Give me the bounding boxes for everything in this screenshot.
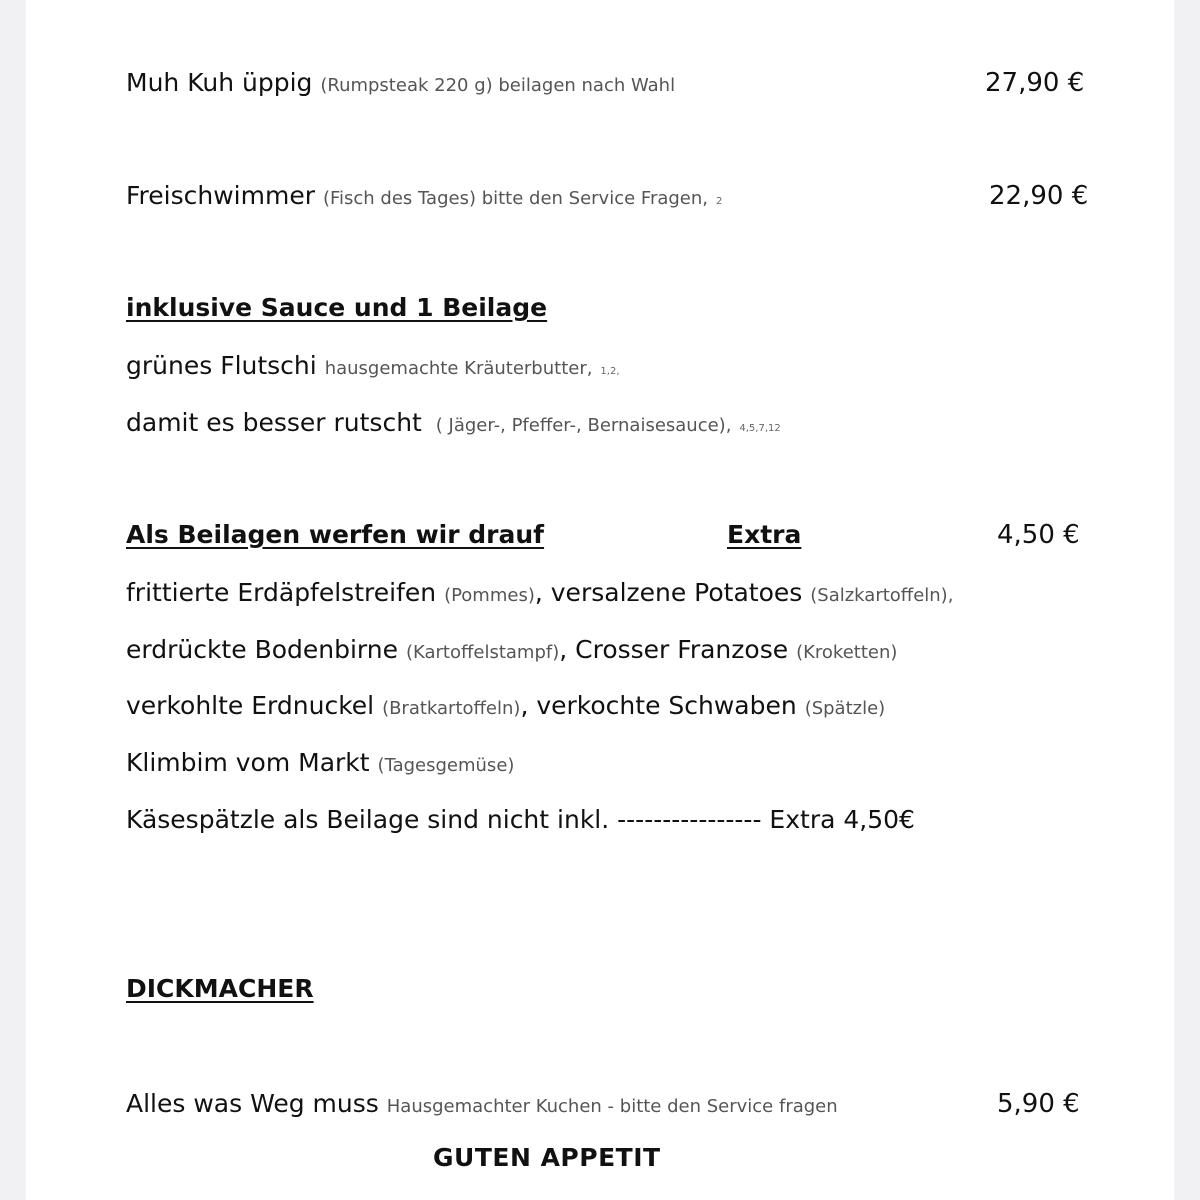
dish-description: Hausgemachter Kuchen - bitte den Service fragen <box>386 1096 838 1117</box>
menu-item-muh-kuh <box>126 68 675 101</box>
menu-item-kuchen <box>126 1089 838 1122</box>
closing-greeting: GUTEN APPETIT <box>433 1143 661 1172</box>
dish-name: Alles was Weg muss <box>126 1089 379 1118</box>
side-description: (Bratkartoffeln) <box>382 698 521 719</box>
side-name: verkochte Schwaben <box>536 691 797 720</box>
item-description: hausgemachte Kräuterbutter, <box>324 358 593 379</box>
dish-name: Freischwimmer <box>126 181 315 210</box>
sauce-item-sauces <box>126 408 781 444</box>
sides-line-vegetables <box>126 748 514 781</box>
dish-name: Muh Kuh üppig <box>126 68 313 97</box>
item-description: ( Jäger-, Pfeffer-, Bernaisesauce), <box>435 415 732 436</box>
side-description: (Pommes) <box>444 585 535 606</box>
allergen-note: 2 <box>715 196 723 207</box>
side-name: Crosser Franzose <box>575 635 789 664</box>
separator: , <box>520 691 529 720</box>
separator: , <box>559 635 568 664</box>
kaesespaetzle-text: Käsespätzle als Beilage sind nicht inkl. ---------------- Extra 4,50€ <box>126 805 915 834</box>
dish-price: 22,90 € <box>989 181 1089 211</box>
side-name: frittierte Erdäpfelstreifen <box>126 578 437 607</box>
kaesespaetzle-note <box>126 805 915 835</box>
side-description: (Salzkartoffeln), <box>810 585 954 606</box>
extra-price: 4,50 € <box>997 520 1080 550</box>
side-name: erdrückte Bodenbirne <box>126 635 398 664</box>
side-description: (Tagesgemüse) <box>377 755 515 776</box>
separator: , <box>534 578 543 607</box>
sides-line <box>126 691 885 724</box>
dish-price: 5,90 € <box>997 1089 1080 1119</box>
dish-description: (Rumpsteak 220 g) beilagen nach Wahl <box>320 75 676 96</box>
side-description: (Spätzle) <box>804 698 886 719</box>
side-description: (Kroketten) <box>796 642 898 663</box>
side-name: verkohlte Erdnuckel <box>126 691 375 720</box>
side-description: (Kartoffelstampf) <box>405 642 560 663</box>
item-name: damit es besser rutscht <box>126 408 422 437</box>
sides-line <box>126 635 897 668</box>
allergen-note: 1,2, <box>600 366 620 377</box>
section-heading-dessert: DICKMACHER <box>126 974 314 1003</box>
sides-line <box>126 578 953 611</box>
section-heading-sides: Als Beilagen werfen wir drauf <box>126 520 545 549</box>
section-heading-sauce: inklusive Sauce und 1 Beilage <box>126 293 548 322</box>
allergen-note: 4,5,7,12 <box>739 423 781 434</box>
sauce-item-butter <box>126 351 620 387</box>
side-name: versalzene Potatoes <box>550 578 803 607</box>
item-name: grünes Flutschi <box>126 351 317 380</box>
side-name: Klimbim vom Markt <box>126 748 370 777</box>
dish-description: (Fisch des Tages) bitte den Service Fragen, <box>322 188 709 209</box>
extra-label: Extra <box>727 520 802 549</box>
dish-price: 27,90 € <box>985 68 1085 98</box>
menu-item-freischwimmer <box>126 181 722 217</box>
